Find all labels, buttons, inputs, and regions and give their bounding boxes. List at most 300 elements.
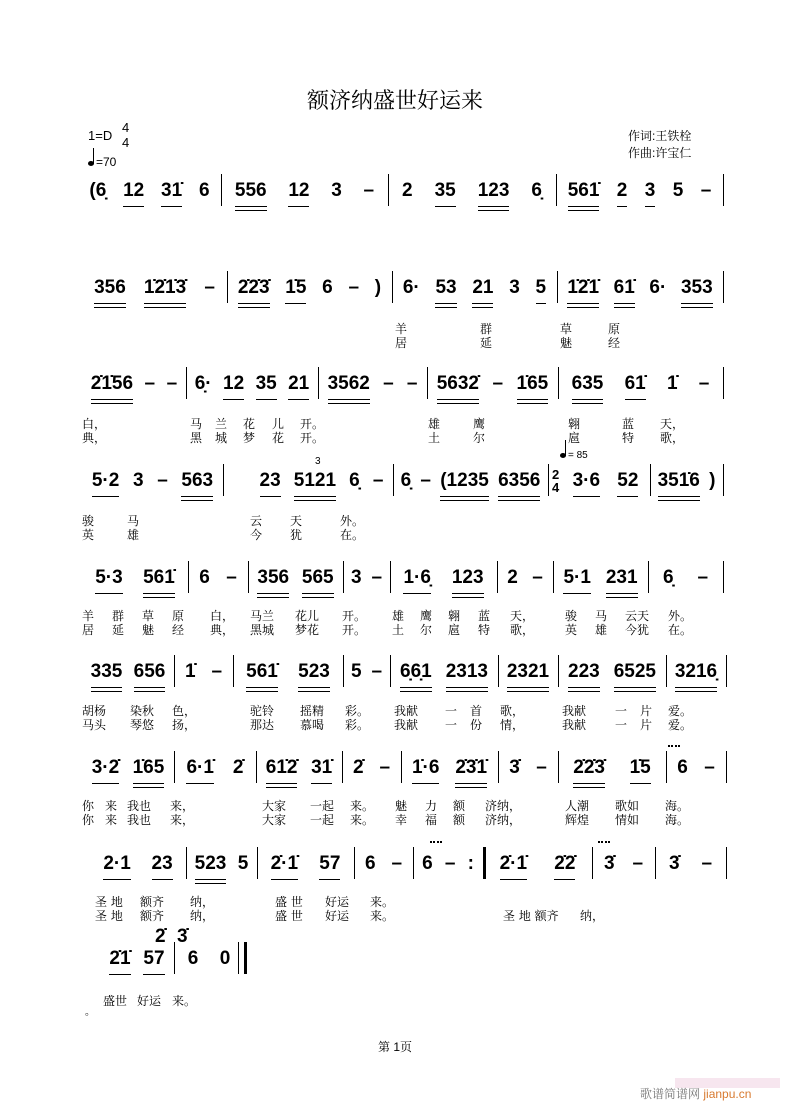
lyric-syllable: 开。	[300, 431, 325, 445]
barline	[498, 751, 499, 783]
barline	[186, 367, 187, 399]
lyric-syllable: 草	[560, 322, 573, 336]
note-group: 21	[472, 277, 493, 304]
lyric-syllable: 盛 世	[275, 895, 303, 909]
note-group: :	[467, 853, 474, 874]
lyric-syllable: 济纳，	[485, 799, 522, 813]
lyric-syllable: 好运	[137, 994, 162, 1008]
note-group: 2̇3̇1̇	[455, 757, 487, 784]
lyric-syllable: 花	[243, 417, 256, 431]
time-signature-top: 2	[552, 467, 560, 482]
note-group: 523	[195, 853, 227, 880]
measure	[658, 853, 723, 883]
barline	[343, 561, 344, 593]
note-group: 6	[322, 277, 333, 298]
barline	[666, 751, 667, 783]
lyric-syllable: 雄	[428, 417, 441, 431]
lyric-syllable: 尔	[473, 431, 486, 445]
lyric-syllable: 外。	[340, 514, 365, 528]
lyric-syllable: 好运	[325, 909, 350, 923]
lyric-syllable: 居	[82, 623, 95, 637]
tempo-change	[560, 450, 588, 461]
note-group: 6	[677, 757, 688, 778]
lyric-syllable: 份	[470, 718, 483, 732]
lyric-syllable: 纳，	[580, 909, 605, 923]
barline	[723, 174, 724, 206]
triplet-mark: 3	[315, 456, 321, 467]
lyric-syllable: 爱。	[668, 718, 693, 732]
measure	[556, 567, 645, 597]
note-group: 12	[223, 373, 244, 400]
barline	[392, 271, 393, 303]
lyric-syllable: 一起	[310, 799, 335, 813]
barline	[388, 174, 389, 206]
note-group: 2̇2̇	[554, 853, 575, 880]
note-group: 1̇	[184, 661, 196, 682]
note-group: –	[226, 567, 237, 588]
note-group: 335	[91, 661, 123, 688]
time-signature-bottom: 4	[122, 135, 130, 150]
note-group: 3216̣	[675, 661, 717, 688]
lyric-syllable: 色，	[172, 704, 197, 718]
note-group: 1̇·6	[412, 757, 439, 784]
measure	[501, 757, 555, 787]
measure	[561, 373, 720, 403]
note-group: 2̇	[232, 757, 244, 778]
note-group: 6·	[649, 277, 667, 298]
barline	[650, 464, 651, 496]
lyric-syllable: 居	[395, 336, 408, 350]
barline	[413, 847, 414, 879]
lyric-syllable: 来。	[370, 895, 395, 909]
lyric-syllable: 马	[595, 609, 608, 623]
note-group: –	[406, 373, 418, 394]
lyric-syllable: 歌，	[500, 704, 525, 718]
measure	[230, 277, 389, 307]
lyric-syllable: 蓝	[622, 417, 635, 431]
lyric-syllable: 来。	[350, 813, 375, 827]
score-row	[0, 661, 790, 732]
lyric-syllable: 一	[615, 704, 628, 718]
lyric-syllable: 马头	[82, 718, 107, 732]
lyric-syllable: 海。	[665, 799, 690, 813]
lyric-syllable: 天	[290, 514, 303, 528]
note-group: 1̇65	[133, 757, 165, 784]
lyric-syllable: 梦花	[295, 623, 320, 637]
credits	[628, 128, 691, 162]
lyric-syllable: 开。	[342, 623, 367, 637]
measure	[81, 180, 218, 210]
lyric-syllable: 雄	[595, 623, 608, 637]
note-group: (1235	[440, 470, 489, 497]
barline	[666, 655, 667, 687]
note-group: 231	[606, 567, 638, 594]
lyric-syllable: 花	[272, 431, 285, 445]
watermark-text: 歌谱简谱网	[640, 1087, 701, 1101]
lyric-syllable: 在。	[340, 528, 365, 542]
barline	[318, 367, 319, 399]
measure	[189, 853, 254, 883]
barline	[342, 751, 343, 783]
barline	[221, 174, 222, 206]
note-group: –	[371, 567, 383, 588]
measure	[224, 180, 385, 210]
note-group: 561̇	[143, 567, 175, 594]
lyric-syllable: 草	[142, 609, 155, 623]
note-group: 5·3	[95, 567, 122, 594]
quarter-note-icon	[560, 453, 566, 458]
note-group: –	[420, 470, 431, 491]
note-group: 6̣·	[194, 373, 212, 394]
lyric-syllable: 延	[112, 623, 125, 637]
note-group: 5	[350, 661, 362, 682]
note-group: 123	[478, 180, 510, 207]
lyric-syllable: 外。	[668, 609, 693, 623]
note-group: 5632̇	[437, 373, 479, 400]
lyric-syllable: 翱	[448, 609, 461, 623]
lyric-syllable: 片	[640, 718, 653, 732]
measure	[346, 567, 387, 597]
note-group: –	[701, 853, 713, 874]
note-group: (6̣	[89, 180, 107, 201]
lyric-syllable: 翱	[568, 417, 581, 431]
note-group: 1·6̣	[403, 567, 430, 594]
note-group: )	[374, 277, 382, 298]
measure	[321, 373, 424, 403]
measure	[103, 948, 171, 978]
note-group: –	[536, 757, 547, 778]
measure	[85, 661, 171, 691]
note-group: –	[391, 853, 403, 874]
barline	[726, 847, 727, 879]
note-group: 3	[645, 180, 656, 207]
measure	[404, 757, 495, 787]
note-group: 2̇·1̇	[500, 853, 527, 880]
lyric-syllable: 你	[82, 813, 95, 827]
note-group: 635	[572, 373, 604, 400]
note-group: –	[363, 180, 375, 201]
note-group: 356	[257, 567, 289, 594]
composer: 作曲:许宝仁	[628, 146, 692, 160]
barline	[558, 367, 559, 399]
note-group: –	[697, 567, 709, 588]
note-group: –	[698, 373, 710, 394]
measure	[560, 277, 720, 307]
measure	[396, 470, 545, 500]
barline	[648, 561, 649, 593]
lyric-syllable: 大家	[262, 799, 287, 813]
score-row	[0, 450, 790, 542]
lyric-syllable: 彩。	[345, 718, 370, 732]
lyric-syllable: 圣 地	[95, 895, 123, 909]
lyric-syllable: 慕喝	[300, 718, 325, 732]
lyric-syllable: 土	[428, 431, 441, 445]
lyricist: 作词:王铁栓	[628, 129, 692, 143]
note-group: 3	[331, 180, 342, 201]
lyric-syllable: 雄	[392, 609, 405, 623]
lyric-syllable: 儿	[272, 417, 285, 431]
tempo-change-value: = 85	[568, 450, 588, 461]
note-group: 23	[152, 853, 173, 880]
lyric-syllable: 一	[445, 718, 458, 732]
note-group: 2313	[446, 661, 488, 688]
measure	[85, 567, 185, 597]
note-group: 3̇	[509, 757, 520, 778]
note-group: –	[532, 567, 543, 588]
measure	[253, 470, 390, 500]
note-group: 53	[435, 277, 456, 304]
lyric-syllable: 英	[82, 528, 95, 542]
note-group: 3	[350, 567, 362, 588]
lyric-syllable: 兰	[215, 417, 228, 431]
measure	[393, 661, 495, 691]
lyric-syllable: 云天	[625, 609, 650, 623]
score-row	[0, 757, 790, 827]
tempo-marking	[88, 155, 116, 169]
note-group: –	[379, 757, 391, 778]
note-group: 5	[672, 180, 684, 201]
lyric-syllable: 来。	[350, 799, 375, 813]
barline	[497, 561, 498, 593]
note-group: 5	[536, 277, 547, 304]
measure	[251, 567, 340, 597]
lyric-syllable: 琴悠	[130, 718, 155, 732]
note-group: 523	[298, 661, 330, 688]
note-group: 6̣	[349, 470, 360, 491]
end-mark: 。	[85, 1007, 95, 1018]
time-signature-top: 4	[122, 120, 130, 135]
score-row	[0, 373, 790, 445]
lyric-syllable: 福	[425, 813, 438, 827]
lyric-syllable: 情如	[615, 813, 640, 827]
lyric-syllable: 经	[608, 336, 621, 350]
note-group: 561̇	[568, 180, 600, 207]
score-row	[0, 853, 790, 923]
score-row	[0, 277, 790, 350]
lyric-syllable: 首	[470, 704, 483, 718]
lyric-syllable: 彩。	[345, 704, 370, 718]
chord-note-above: 2̇	[155, 926, 166, 947]
measure	[561, 757, 663, 787]
lyric-syllable: 额	[453, 813, 466, 827]
measure	[391, 180, 553, 210]
note-group: 1̇	[666, 373, 678, 394]
lyric-syllable: 鹰	[420, 609, 433, 623]
page-number: 第 1页	[377, 1040, 412, 1054]
lyric-syllable: 你	[82, 799, 95, 813]
note-group: 21	[288, 373, 309, 400]
lyric-syllable: 在。	[668, 623, 693, 637]
lyric-syllable: 开。	[342, 609, 367, 623]
barline	[390, 655, 391, 687]
lyric-syllable: 一	[445, 704, 458, 718]
measure	[189, 373, 315, 403]
note-group: 61̇	[625, 373, 646, 400]
note-group: 12	[123, 180, 144, 207]
tempo-value: =70	[96, 155, 117, 169]
note-group: 1̇5	[285, 277, 306, 304]
lyric-syllable: 今	[250, 528, 263, 542]
note-group: 5·1	[563, 567, 590, 594]
measure	[564, 470, 647, 500]
watermark-site: jianpu.cn	[703, 1087, 752, 1101]
measure	[236, 661, 340, 691]
note-group: –	[204, 277, 215, 298]
lyric-syllable: 黑	[190, 431, 203, 445]
barline	[723, 367, 724, 399]
score-row	[0, 567, 790, 637]
note-group: 223	[568, 661, 600, 688]
note-group: 353	[681, 277, 713, 304]
lyric-syllable: 马	[127, 514, 140, 528]
note-group: 6·	[402, 277, 420, 298]
lyric-syllable: 来，	[170, 813, 195, 827]
measure	[177, 757, 253, 787]
note-group: 3·2̇	[92, 757, 119, 784]
lyric-syllable: 花儿	[295, 609, 320, 623]
barline	[498, 655, 499, 687]
measure	[85, 757, 171, 787]
note-group: –	[348, 277, 360, 298]
lyric-syllable: 幸	[395, 813, 408, 827]
note-group: 6̣	[662, 567, 674, 588]
lyric-syllable: 我献	[562, 704, 587, 718]
note-group: –	[444, 853, 456, 874]
note-group: 6	[187, 948, 199, 969]
lyric-syllable: 我献	[394, 704, 419, 718]
note-group: 561̇	[246, 661, 278, 688]
note-group: 61̇	[614, 277, 635, 304]
lyric-syllable: 来	[105, 813, 118, 827]
note-group: –	[166, 373, 178, 394]
lyric-syllable: 羊	[82, 609, 95, 623]
lyric-syllable: 蓝	[478, 609, 491, 623]
note-group: 6̣	[400, 470, 412, 491]
note-group: 5·2	[92, 470, 119, 497]
lyric-syllable: 云	[250, 514, 263, 528]
note-group: 2321	[507, 661, 549, 688]
lyric-syllable: 我献	[562, 718, 587, 732]
note-group: 2	[402, 180, 413, 201]
barline	[723, 561, 724, 593]
lyric-syllable: 我也	[127, 813, 152, 827]
measure	[177, 948, 241, 978]
lyric-syllable: 纳，	[190, 909, 215, 923]
lyric-syllable: 额齐	[140, 909, 165, 923]
note-group: –	[704, 757, 715, 778]
barline	[244, 942, 247, 974]
lyric-syllable: 白，	[210, 609, 235, 623]
barline	[557, 271, 558, 303]
lyric-syllable: 特	[622, 431, 635, 445]
barline	[592, 847, 593, 879]
note-group: 556	[235, 180, 267, 207]
barline	[188, 561, 189, 593]
measure	[85, 470, 220, 500]
lyric-syllable: 情，	[500, 718, 525, 732]
measure	[561, 661, 663, 691]
note-group: –	[700, 180, 712, 201]
lyric-syllable: 骏	[565, 609, 578, 623]
measure	[260, 853, 351, 883]
lyric-syllable: 辉煌	[565, 813, 590, 827]
barline	[401, 751, 402, 783]
note-group: –	[372, 470, 384, 491]
lyric-syllable: 额	[453, 799, 466, 813]
note-group: 2̇·1̇	[271, 853, 298, 880]
note-group: 3562	[328, 373, 370, 400]
note-group: –	[144, 373, 156, 394]
lyric-syllable: 天，	[510, 609, 535, 623]
barline	[186, 847, 187, 879]
note-group: 5	[237, 853, 249, 874]
chord-note-above: 3̇	[177, 926, 188, 947]
note-group: 565	[302, 567, 334, 594]
lyric-syllable: 爱。	[668, 704, 693, 718]
note-group: 52	[617, 470, 638, 497]
lyric-syllable: 经	[172, 623, 185, 637]
barline	[723, 271, 724, 303]
lyric-syllable: 一起	[310, 813, 335, 827]
measure	[393, 567, 494, 597]
lyric-syllable: 魅	[560, 336, 573, 350]
note-group: 35	[256, 373, 277, 400]
note-group: 6525	[614, 661, 656, 688]
measure	[651, 567, 720, 597]
note-group: 5121	[294, 470, 336, 497]
lyric-syllable: 扈	[448, 623, 461, 637]
lyric-syllable: 扈	[568, 431, 581, 445]
lyric-syllable: 歌，	[660, 431, 685, 445]
lyric-syllable: 我也	[127, 799, 152, 813]
lyric-syllable: 羊	[395, 322, 408, 336]
note-group: –	[632, 853, 644, 874]
barline	[548, 464, 549, 496]
lyric-syllable: 白，	[82, 417, 107, 431]
note-group: 2̇2̇3̇	[573, 757, 605, 784]
lyric-syllable: 盛世	[103, 994, 128, 1008]
note-group: –	[371, 661, 383, 682]
barline	[233, 655, 234, 687]
barline	[723, 464, 724, 496]
barline	[393, 464, 394, 496]
measure	[501, 661, 555, 691]
lyric-syllable: 片	[640, 704, 653, 718]
barline	[174, 942, 175, 974]
lyric-syllable: 尔	[420, 623, 433, 637]
note-group: 6	[198, 180, 210, 201]
note-group: –	[492, 373, 504, 394]
barline	[558, 655, 559, 687]
note-group: 6	[422, 853, 433, 874]
note-group: 3̇	[603, 853, 615, 874]
lyric-syllable: 骏	[82, 514, 95, 528]
lyric-syllable: 胡杨	[82, 704, 107, 718]
lyric-syllable: 魅	[395, 799, 408, 813]
barline	[558, 751, 559, 783]
barline	[655, 847, 656, 879]
lyric-syllable: 盛 世	[275, 909, 303, 923]
note-group: 2̇1̇	[109, 948, 130, 975]
lyric-syllable: 典，	[210, 623, 235, 637]
lyric-syllable: 魅	[142, 623, 155, 637]
lyric-syllable: 城	[215, 431, 228, 445]
score-row	[0, 926, 790, 1008]
lyric-syllable: 力	[425, 799, 438, 813]
measure	[595, 853, 652, 883]
note-group: 6	[364, 853, 376, 874]
measure	[653, 470, 720, 500]
